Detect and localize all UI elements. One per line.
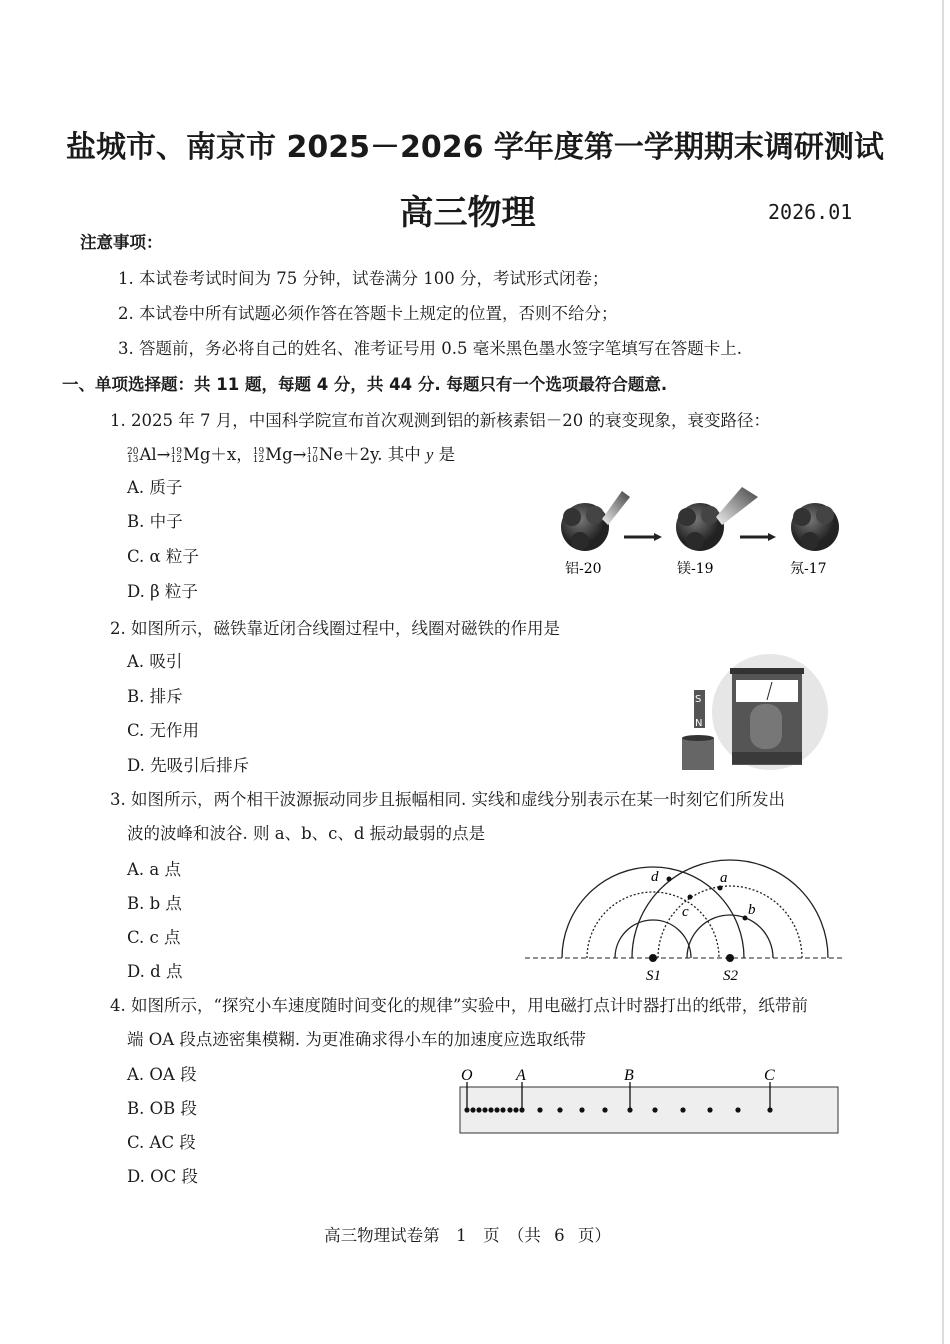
point-b xyxy=(743,916,748,921)
label-s2: S2 xyxy=(723,968,738,984)
tape-dot xyxy=(652,1107,657,1112)
page-footer: 高三物理试卷第 1 页 （共 6 页） xyxy=(324,1226,611,1245)
tape-dot xyxy=(707,1107,712,1112)
tape-dot xyxy=(680,1107,685,1112)
exam-subject: 高三物理 xyxy=(399,193,536,233)
question-4-stem-cont: 端 OA 段点迹密集模糊. 为更准确求得小车的加速度应选取纸带 xyxy=(127,1030,586,1049)
arrow: → xyxy=(292,445,307,464)
tape-dot xyxy=(602,1107,607,1112)
symbol: Mg xyxy=(182,445,211,464)
variable: y xyxy=(426,445,434,464)
nucleus-icon xyxy=(561,503,609,551)
option-d: D. d 点 xyxy=(127,962,183,981)
nuclide: 17 10 xyxy=(306,446,318,465)
option-d: D. 先吸引后排斥 xyxy=(127,756,250,775)
source-s2 xyxy=(726,954,734,962)
magnet-coil-figure xyxy=(670,652,830,777)
tape-dot xyxy=(627,1107,632,1112)
option-d: D. OC 段 xyxy=(127,1167,199,1186)
option-a: A. a 点 xyxy=(127,860,181,879)
tape-dot xyxy=(735,1107,740,1112)
emission-ray-icon xyxy=(602,491,630,525)
tape-dot xyxy=(767,1107,772,1112)
text: ＋x， xyxy=(210,445,253,464)
coil-icon xyxy=(682,735,714,770)
symbol: Mg xyxy=(265,445,293,464)
question-1-equation xyxy=(127,444,455,466)
tape-dot xyxy=(464,1107,469,1112)
nuclide: 20 13 xyxy=(127,446,139,465)
label-c: C xyxy=(764,1067,775,1084)
s2-crest xyxy=(687,915,773,958)
s2-trough xyxy=(658,886,802,958)
magnet-icon xyxy=(694,690,705,729)
figure-label: 镁-19 xyxy=(677,561,714,577)
tape-dot xyxy=(494,1107,499,1112)
nuclide: 19 12 xyxy=(252,446,265,465)
label-c: c xyxy=(682,904,689,920)
nucleus-icon xyxy=(791,503,839,551)
tape-dot xyxy=(519,1107,524,1112)
question-4-stem: 4. 如图所示，“探究小车速度随时间变化的规律”实验中，用电磁打点计时器打出的纸带，纸带前 xyxy=(110,996,808,1015)
wave-interference-figure xyxy=(520,850,860,990)
option-b: B. b 点 xyxy=(127,894,182,913)
magnet-pole-label: S xyxy=(695,694,702,705)
question-2-stem: 2. 如图所示，磁铁靠近闭合线圈过程中，线圈对磁铁的作用是 xyxy=(110,619,560,638)
symbol: Ne xyxy=(318,445,344,464)
option-c: C. c 点 xyxy=(127,928,181,947)
tape-dot xyxy=(476,1107,481,1112)
option-c: C. α 粒子 xyxy=(127,547,199,566)
tape-dot xyxy=(500,1107,505,1112)
section-heading: 一、单项选择题：共 11 题，每题 4 分，共 44 分. 每题只有一个选项最符合题意. xyxy=(62,375,668,394)
exam-title: 盐城市、南京市 2025－2026 学年度第一学期期末调研测试 xyxy=(66,130,884,165)
page-edge xyxy=(942,0,944,1344)
question-3-stem: 3. 如图所示，两个相干波源振动同步且振幅相同. 实线和虚线分别表示在某一时刻它们所发出 xyxy=(110,790,785,809)
paper-tape-figure xyxy=(455,1062,845,1140)
tape-dot xyxy=(537,1107,542,1112)
notice-heading: 注意事项： xyxy=(80,233,163,252)
s1-crest xyxy=(615,920,691,958)
tape-dot xyxy=(488,1107,493,1112)
label-s1: S1 xyxy=(646,968,661,984)
option-b: B. OB 段 xyxy=(127,1099,198,1118)
notice-item: 3. 答题前，务必将自己的姓名、准考证号用 0.5 毫米黑色墨水签字笔填写在答题卡上. xyxy=(118,339,742,358)
option-c: C. 无作用 xyxy=(127,721,200,740)
figure-label: 铝-20 xyxy=(565,561,602,577)
label-a: a xyxy=(720,870,728,886)
label-d: d xyxy=(651,869,659,885)
option-a: A. 质子 xyxy=(127,478,183,497)
option-d: D. β 粒子 xyxy=(127,582,198,601)
nucleus-icon xyxy=(676,503,724,551)
option-a: A. OA 段 xyxy=(127,1065,197,1084)
tape-dot xyxy=(482,1107,487,1112)
s1-trough xyxy=(587,892,719,958)
source-s1 xyxy=(649,954,657,962)
emission-ray-icon xyxy=(716,487,758,525)
point-a xyxy=(718,886,723,891)
nuclide: 19 12 xyxy=(170,446,182,465)
question-1-stem: 1. 2025 年 7 月，中国科学院宣布首次观测到铝的新核素铝－20 的衰变现象，衰变路径： xyxy=(110,411,770,430)
question-3-stem-cont: 波的波峰和波谷. 则 a、b、c、d 振动最弱的点是 xyxy=(127,824,486,843)
option-b: B. 中子 xyxy=(127,512,183,531)
label-a: A xyxy=(516,1067,526,1084)
tape-dot xyxy=(579,1107,584,1112)
tape-dot xyxy=(507,1107,512,1112)
arrow-icon xyxy=(624,533,662,541)
figure-label: 氖-17 xyxy=(790,561,827,577)
label-o: O xyxy=(461,1067,473,1084)
decay-figure xyxy=(550,475,850,585)
notice-item: 2. 本试卷中所有试题必须作答在答题卡上规定的位置，否则不给分； xyxy=(118,304,618,323)
text: ＋2y. 其中 xyxy=(343,445,426,464)
label-b: b xyxy=(748,902,756,918)
option-c: C. AC 段 xyxy=(127,1133,196,1152)
symbol: Al xyxy=(139,445,157,464)
notice-item: 1. 本试卷考试时间为 75 分钟，试卷满分 100 分，考试形式闭卷； xyxy=(118,269,609,288)
option-b: B. 排斥 xyxy=(127,687,183,706)
exam-date: 2026.01 xyxy=(768,200,853,224)
point-d xyxy=(667,877,672,882)
tape-dot xyxy=(470,1107,475,1112)
point-c xyxy=(688,895,693,900)
text: 是 xyxy=(433,445,456,464)
option-a: A. 吸引 xyxy=(127,652,183,671)
tape-dot xyxy=(513,1107,518,1112)
arrow: → xyxy=(156,445,171,464)
arrow-icon xyxy=(740,533,776,541)
galvanometer-icon xyxy=(730,668,804,765)
label-b: B xyxy=(624,1067,634,1084)
tape-dot xyxy=(557,1107,562,1112)
magnet-pole-label: N xyxy=(695,718,703,729)
